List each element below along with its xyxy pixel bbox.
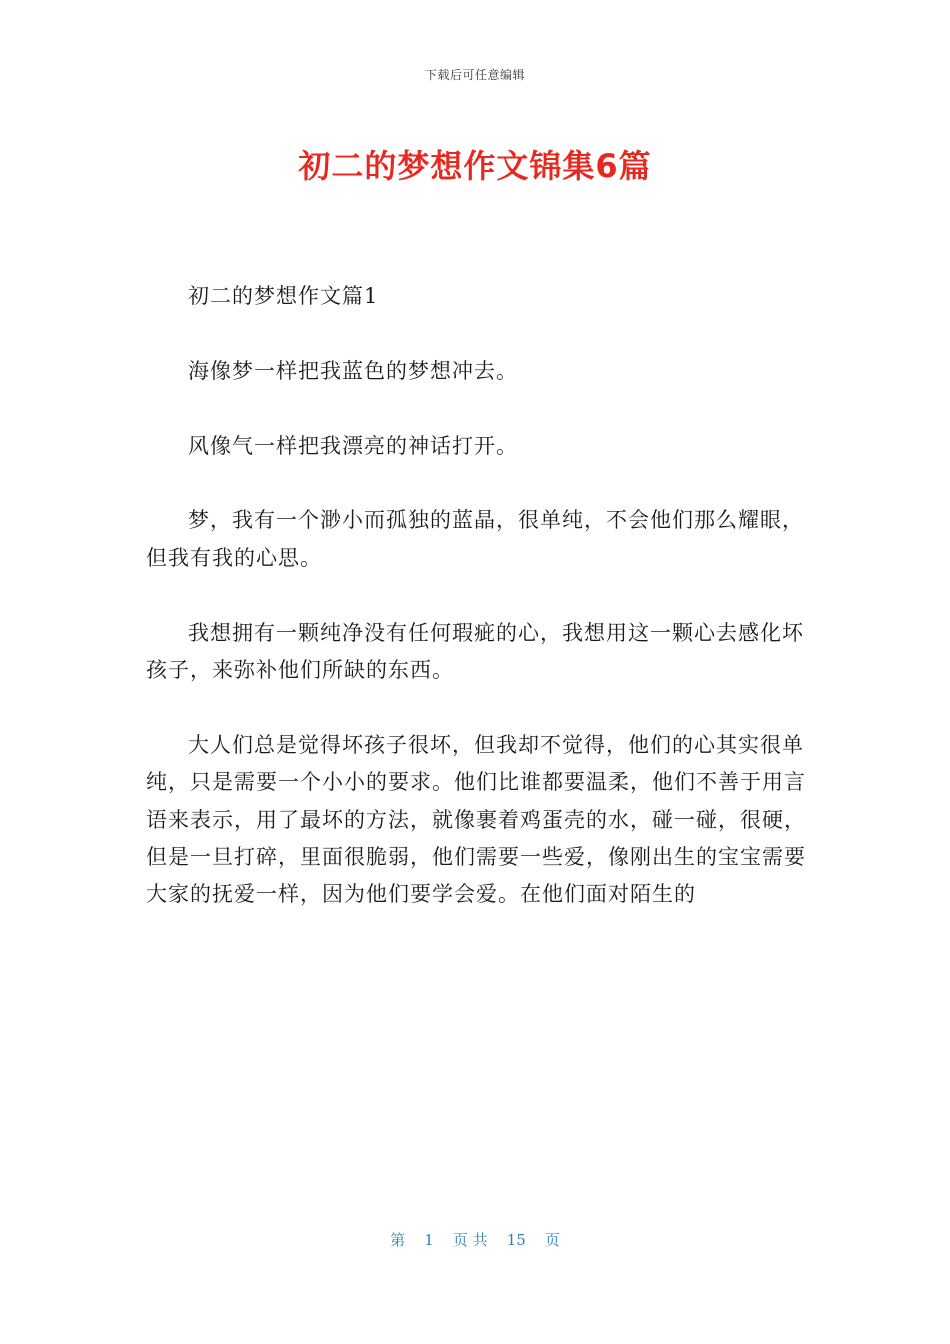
header-note: 下载后可任意编辑 (424, 68, 525, 82)
paragraph: 风像气一样把我漂亮的神话打开。 (188, 433, 518, 458)
section-heading: 初二的梦想作文篇1 (188, 284, 379, 308)
footer-current-page: 1 (424, 1231, 434, 1249)
paragraph: 我想拥有一颗纯净没有任何瑕疵的心，我想用这一颗心去感化坏孩子，来弥补他们所缺的东西。 (146, 620, 804, 682)
paragraph: 梦，我有一个渺小而孤独的蓝晶，很单纯，不会他们那么耀眼，但我有我的心思。 (146, 508, 804, 570)
paragraph: 大人们总是觉得坏孩子很坏，但我却不觉得，他们的心其实很单纯，只是需要一个小小的要求。他们比谁都要温柔，他们不善于用言语来表示，用了最坏的方法，就像裹着鸡蛋壳的水，碰一碰，很硬，但是一旦打碎，里面很脆弱，他们需要一些爱，像刚出生的宝宝需要大家的抚爱一样，因为他们要学会爱。在他们面对陌生的 (146, 732, 806, 907)
document-title: 初二的梦想作文锦集6篇 (298, 147, 652, 185)
footer-page-suffix: 页 (544, 1231, 560, 1249)
footer-total-pages: 15 (506, 1231, 526, 1249)
paragraph: 海像梦一样把我蓝色的梦想冲去。 (188, 358, 518, 383)
document-body (146, 278, 806, 951)
footer-page-label: 第 (390, 1231, 406, 1249)
footer-total-label: 页 共 (452, 1231, 488, 1249)
page-footer (0, 1229, 950, 1250)
